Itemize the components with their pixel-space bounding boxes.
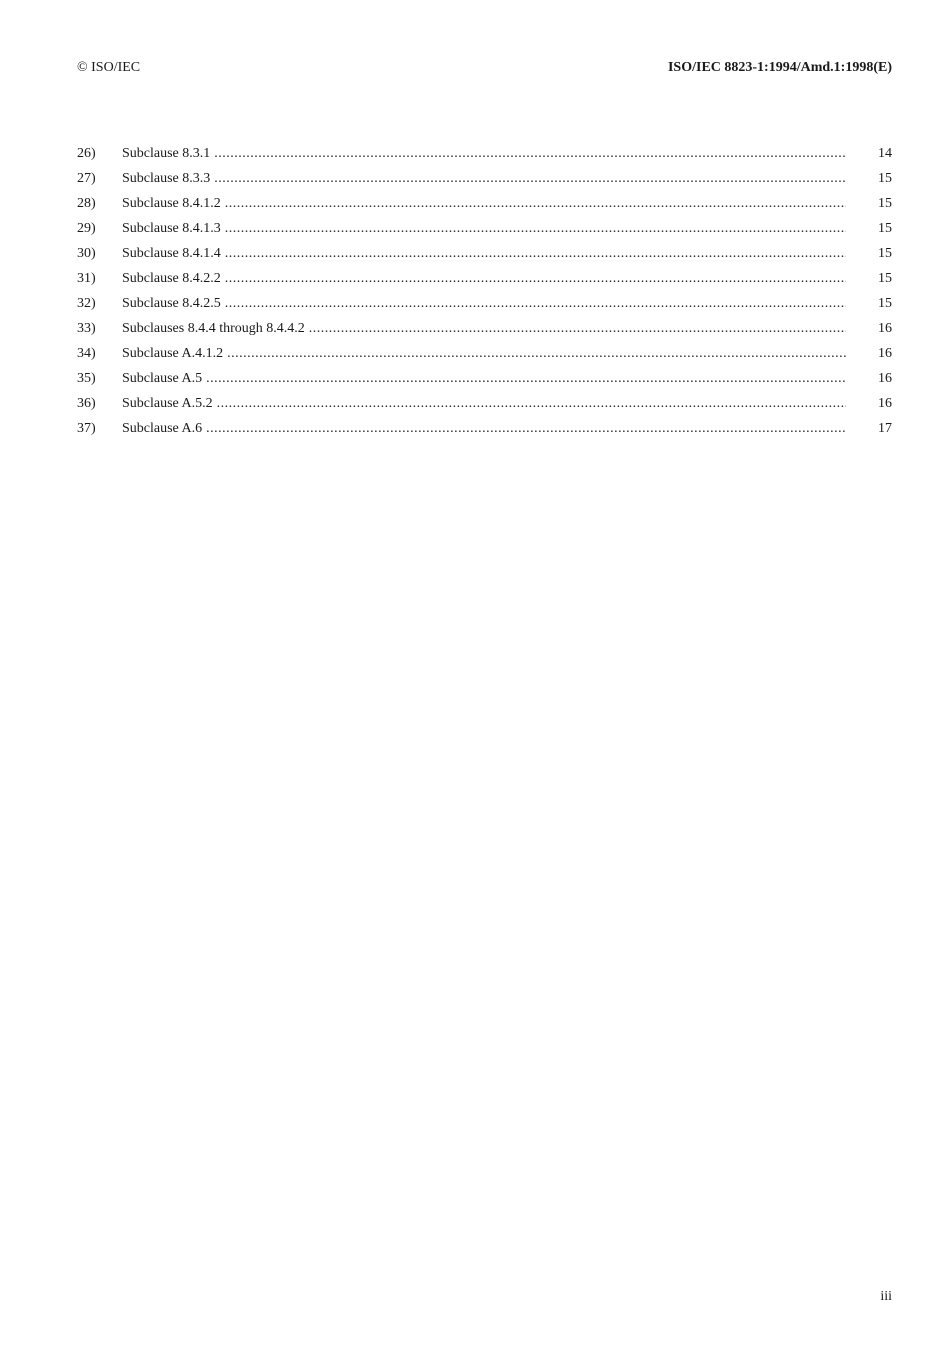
document-identifier: ISO/IEC 8823-1:1994/Amd.1:1998(E) xyxy=(667,60,892,75)
toc-entry-leader xyxy=(122,220,846,238)
copyright-notice: © ISO/IEC xyxy=(77,60,141,75)
toc-entry-leader xyxy=(122,270,846,288)
toc-entry-leader xyxy=(122,245,846,263)
toc-entry-page: 15 xyxy=(878,196,892,211)
toc-entry-page: 16 xyxy=(878,321,892,336)
toc-entry-page: 15 xyxy=(878,271,892,286)
toc-entry-page: 16 xyxy=(878,346,892,361)
toc-entry-title: Subclause A.5 xyxy=(122,371,203,386)
toc-entry[interactable] xyxy=(77,295,892,320)
toc-entry-title: Subclause A.4.1.2 xyxy=(122,346,224,361)
toc-entry-number: 30) xyxy=(77,246,96,261)
toc-entry-leader xyxy=(122,395,846,413)
toc-entry-title: Subclause A.6 xyxy=(122,421,203,436)
toc-entry-leader xyxy=(122,420,846,438)
toc-entry[interactable] xyxy=(77,145,892,170)
page-number: iii xyxy=(880,1289,892,1304)
toc-entry[interactable] xyxy=(77,370,892,395)
toc-entry[interactable] xyxy=(77,320,892,345)
toc-entry-page: 15 xyxy=(878,221,892,236)
toc-entry-number: 28) xyxy=(77,196,96,211)
toc-entry[interactable] xyxy=(77,395,892,420)
toc-entry-title: Subclause 8.4.2.2 xyxy=(122,271,221,286)
toc-entry[interactable] xyxy=(77,195,892,220)
toc-entry-leader xyxy=(122,345,846,363)
toc-entry-title: Subclause 8.3.3 xyxy=(122,171,211,186)
toc-entry-number: 29) xyxy=(77,221,96,236)
toc-entry-number: 34) xyxy=(77,346,96,361)
toc-entry-page: 14 xyxy=(878,146,892,161)
toc-entry-page: 16 xyxy=(878,396,892,411)
toc-entry-number: 26) xyxy=(77,146,96,161)
toc-entry-title: Subclause 8.4.1.2 xyxy=(122,196,221,211)
toc-entry-leader xyxy=(122,195,846,213)
toc-entry-number: 31) xyxy=(77,271,96,286)
toc-entry-page: 15 xyxy=(878,296,892,311)
table-of-contents xyxy=(77,145,892,445)
toc-entry-leader xyxy=(122,320,846,338)
toc-entry-leader xyxy=(122,170,846,188)
toc-entry[interactable] xyxy=(77,245,892,270)
toc-entry-title: Subclause 8.4.1.4 xyxy=(122,246,221,261)
toc-entry-title: Subclause 8.4.1.3 xyxy=(122,221,221,236)
toc-entry-title: Subclause A.5.2 xyxy=(122,396,213,411)
toc-entry-leader xyxy=(122,145,846,163)
toc-entry[interactable] xyxy=(77,220,892,245)
toc-entry-number: 35) xyxy=(77,371,96,386)
toc-entry-number: 27) xyxy=(77,171,96,186)
toc-entry-number: 36) xyxy=(77,396,96,411)
toc-entry-number: 37) xyxy=(77,421,96,436)
toc-entry-leader xyxy=(122,295,846,313)
toc-entry[interactable] xyxy=(77,170,892,195)
toc-entry-page: 15 xyxy=(878,171,892,186)
toc-entry-page: 17 xyxy=(878,421,892,436)
toc-entry[interactable] xyxy=(77,420,892,445)
toc-entry[interactable] xyxy=(77,270,892,295)
toc-entry-page: 15 xyxy=(878,246,892,261)
toc-entry[interactable] xyxy=(77,345,892,370)
toc-entry-title: Subclause 8.3.1 xyxy=(122,146,211,161)
toc-entry-title: Subclauses 8.4.4 through 8.4.4.2 xyxy=(122,321,305,336)
toc-entry-number: 33) xyxy=(77,321,96,336)
toc-entry-title: Subclause 8.4.2.5 xyxy=(122,296,221,311)
toc-entry-page: 16 xyxy=(878,371,892,386)
toc-entry-number: 32) xyxy=(77,296,96,311)
toc-entry-leader xyxy=(122,370,846,388)
